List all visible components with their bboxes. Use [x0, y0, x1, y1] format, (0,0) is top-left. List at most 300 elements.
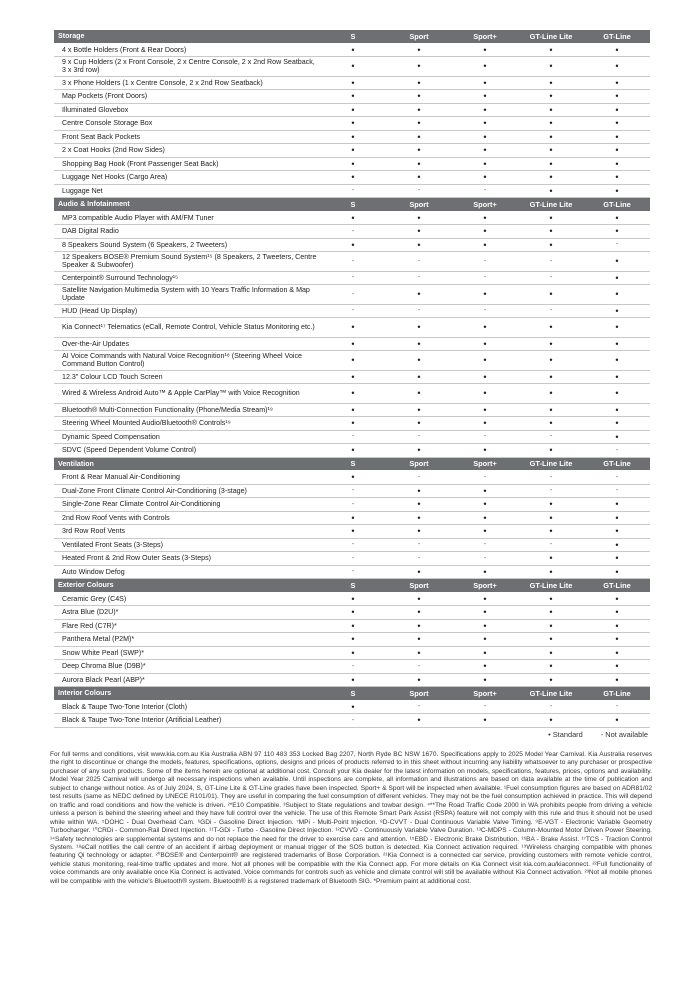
table-row: [54, 239, 650, 253]
standard-mark: •: [483, 355, 487, 366]
standard-mark: •: [417, 620, 421, 631]
not-available-mark: -: [483, 554, 487, 562]
column-header: Sport: [409, 31, 429, 41]
feature-label: Luggage Net: [62, 186, 103, 195]
not-available-mark: -: [351, 716, 355, 724]
standard-mark: •: [417, 322, 421, 333]
standard-mark: •: [549, 118, 553, 129]
standard-mark: •: [615, 647, 619, 658]
standard-mark: •: [615, 118, 619, 129]
standard-mark: •: [549, 661, 553, 672]
standard-mark: •: [549, 526, 553, 537]
table-row: [54, 633, 650, 647]
standard-mark: •: [417, 418, 421, 429]
table-row: [54, 158, 650, 172]
standard-mark: •: [483, 61, 487, 72]
not-available-mark: -: [483, 541, 487, 549]
standard-mark: •: [615, 212, 619, 223]
standard-mark: •: [351, 634, 355, 645]
feature-label: Map Pockets (Front Doors): [62, 92, 148, 101]
standard-mark: •: [417, 526, 421, 537]
not-available-mark: -: [549, 487, 553, 495]
feature-label: Bluetooth® Multi-Connection Functionality (Phone/Media Stream)¹⁹: [62, 405, 273, 414]
table-row: [54, 701, 650, 715]
standard-mark: •: [549, 185, 553, 196]
table-row: [54, 620, 650, 634]
not-available-mark: -: [483, 187, 487, 195]
column-header: S: [350, 31, 356, 41]
not-available-mark: -: [417, 541, 421, 549]
standard-mark: •: [417, 647, 421, 658]
standard-mark: •: [417, 634, 421, 645]
not-available-mark: -: [417, 433, 421, 441]
feature-label: Luggage Net Hooks (Cargo Area): [62, 173, 168, 182]
standard-mark: •: [615, 77, 619, 88]
standard-mark: •: [417, 404, 421, 415]
standard-mark: •: [351, 145, 355, 156]
standard-mark: •: [483, 172, 487, 183]
standard-mark: •: [351, 355, 355, 366]
standard-mark: •: [549, 322, 553, 333]
not-available-mark: -: [549, 257, 553, 265]
standard-mark: •: [549, 338, 553, 349]
not-available-mark: -: [417, 187, 421, 195]
standard-mark: •: [417, 445, 421, 456]
standard-mark: •: [615, 431, 619, 442]
not-available-mark: -: [483, 257, 487, 265]
standard-mark: •: [483, 674, 487, 685]
standard-mark: •: [351, 212, 355, 223]
standard-mark: •: [483, 404, 487, 415]
feature-label: Auto Window Defog: [62, 567, 125, 576]
standard-mark: •: [351, 172, 355, 183]
column-header: Sport: [409, 580, 429, 590]
not-available-mark: -: [417, 554, 421, 562]
column-header: S: [350, 459, 356, 469]
standard-mark: •: [417, 118, 421, 129]
not-available-mark: -: [615, 446, 619, 454]
standard-mark: •: [483, 593, 487, 604]
standard-mark: •: [351, 77, 355, 88]
feature-label: Over-the-Air Updates: [62, 339, 130, 348]
column-header: S: [350, 199, 356, 209]
section-title: Audio & Infotainment: [58, 200, 130, 209]
column-header: GT-Line: [603, 459, 631, 469]
standard-mark: •: [615, 61, 619, 72]
table-row: [54, 272, 650, 286]
standard-mark: •: [549, 131, 553, 142]
standard-mark: •: [351, 388, 355, 399]
standard-mark: •: [351, 701, 355, 712]
not-available-mark: -: [417, 662, 421, 670]
standard-mark: •: [615, 418, 619, 429]
standard-mark: •: [351, 104, 355, 115]
feature-label: Single-Zone Rear Climate Control Air-Conditioning: [62, 500, 221, 509]
table-row: [54, 225, 650, 239]
table-row: [54, 471, 650, 485]
column-header: Sport: [409, 459, 429, 469]
table-row: [54, 90, 650, 104]
standard-mark: •: [483, 338, 487, 349]
section-header: [54, 30, 650, 44]
not-available-mark: -: [549, 307, 553, 315]
feature-label: Wired & Wireless Android Auto™ & Apple CarPlay™ with Voice Recognition: [62, 389, 300, 398]
feature-label: Centre Console Storage Box: [62, 119, 153, 128]
not-available-mark: -: [549, 433, 553, 441]
feature-label: Shopping Bag Hook (Front Passenger Seat Back): [62, 159, 219, 168]
standard-mark: •: [483, 226, 487, 237]
not-available-mark: -: [351, 568, 355, 576]
feature-label: 12.3" Colour LCD Touch Screen: [62, 372, 163, 381]
not-available-mark: -: [483, 703, 487, 711]
standard-mark: •: [549, 499, 553, 510]
standard-mark: •: [615, 620, 619, 631]
standard-mark: •: [615, 715, 619, 726]
standard-mark: •: [549, 445, 553, 456]
column-header: GT-Line Lite: [529, 580, 573, 590]
standard-mark: •: [615, 338, 619, 349]
standard-mark: •: [417, 607, 421, 618]
standard-mark: •: [549, 104, 553, 115]
not-available-mark: -: [549, 274, 553, 282]
standard-mark: •: [483, 77, 487, 88]
column-header: GT-Line Lite: [529, 688, 573, 698]
standard-mark: •: [549, 566, 553, 577]
feature-label: Black & Taupe Two-Tone Interior (Artificial Leather): [62, 716, 222, 725]
standard-mark: •: [351, 239, 355, 250]
not-available-mark: -: [483, 473, 487, 481]
feature-label: Kia Connect¹⁷ Telematics (eCall, Remote Control, Vehicle Status Monitoring etc.): [62, 323, 315, 332]
standard-mark: •: [549, 674, 553, 685]
feature-label: Flare Red (C7R)*: [62, 621, 117, 630]
standard-mark: •: [615, 44, 619, 55]
standard-mark: •: [417, 212, 421, 223]
standard-mark: •: [351, 620, 355, 631]
feature-label: Ceramic Grey (C4S): [62, 594, 127, 603]
standard-mark: •: [615, 371, 619, 382]
standard-mark: •: [483, 131, 487, 142]
standard-mark: •: [549, 44, 553, 55]
table-row: [54, 417, 650, 431]
table-row: [54, 606, 650, 620]
standard-mark: •: [549, 289, 553, 300]
standard-mark: •: [483, 607, 487, 618]
standard-mark: •: [549, 593, 553, 604]
column-header: S: [350, 688, 356, 698]
not-available-mark: -: [615, 241, 619, 249]
standard-mark: •: [549, 172, 553, 183]
feature-label: Centerpoint® Surround Technology¹⁵: [62, 273, 179, 282]
table-row: [54, 351, 650, 371]
table-row: [54, 44, 650, 58]
feature-label: 3 x Phone Holders (1 x Centre Console, 2 x 2nd Row Seatback): [62, 78, 263, 87]
standard-mark: •: [351, 647, 355, 658]
table-row: [54, 212, 650, 226]
standard-mark: •: [417, 674, 421, 685]
feature-label: DAB Digital Radio: [62, 227, 119, 236]
standard-mark: •: [417, 388, 421, 399]
standard-mark: •: [483, 158, 487, 169]
standard-mark: •: [483, 445, 487, 456]
standard-mark: •: [351, 118, 355, 129]
standard-mark: •: [615, 404, 619, 415]
feature-label: Ventilated Front Seats (3-Steps): [62, 540, 163, 549]
column-header: Sport+: [473, 31, 497, 41]
section-title: Ventilation: [58, 459, 94, 468]
standard-mark: •: [483, 526, 487, 537]
feature-label: AI Voice Commands with Natural Voice Recognition¹⁸ (Steering Wheel Voice Command Button Control): [62, 352, 302, 369]
table-row: [54, 318, 650, 338]
column-header: Sport+: [473, 199, 497, 209]
not-available-mark: -: [483, 433, 487, 441]
standard-mark: •: [615, 355, 619, 366]
standard-mark: •: [483, 371, 487, 382]
feature-label: 2nd Row Roof Vents with Controls: [62, 513, 170, 522]
section-header: [54, 458, 650, 472]
standard-mark: •: [483, 620, 487, 631]
column-header: Sport+: [473, 688, 497, 698]
feature-label: SDVC (Speed Dependent Volume Control): [62, 446, 197, 455]
standard-mark: •: [417, 289, 421, 300]
column-header: GT-Line: [603, 31, 631, 41]
not-available-mark: -: [483, 274, 487, 282]
feature-label: Front Seat Back Pockets: [62, 132, 141, 141]
standard-mark: •: [615, 289, 619, 300]
standard-mark: •: [483, 418, 487, 429]
standard-mark: •: [483, 212, 487, 223]
column-header: GT-Line: [603, 580, 631, 590]
standard-mark: •: [483, 512, 487, 523]
feature-label: MP3 compatible Audio Player with AM/FM Tuner: [62, 213, 214, 222]
standard-mark: •: [615, 272, 619, 283]
standard-mark: •: [615, 172, 619, 183]
standard-mark: •: [549, 647, 553, 658]
standard-mark: •: [417, 371, 421, 382]
standard-mark: •: [549, 77, 553, 88]
not-available-mark: -: [351, 500, 355, 508]
standard-mark: •: [351, 593, 355, 604]
not-available-mark: -: [351, 290, 355, 298]
standard-mark: •: [549, 418, 553, 429]
standard-mark: •: [549, 715, 553, 726]
not-available-mark: -: [615, 487, 619, 495]
standard-mark: •: [483, 44, 487, 55]
table-row: [54, 252, 650, 272]
standard-mark: •: [615, 91, 619, 102]
not-available-mark: -: [351, 187, 355, 195]
standard-mark: •: [417, 355, 421, 366]
standard-mark: •: [483, 388, 487, 399]
table-row: [54, 525, 650, 539]
column-header: Sport+: [473, 459, 497, 469]
feature-label: Panthera Metal (P2M)*: [62, 635, 135, 644]
standard-mark: •: [549, 158, 553, 169]
footnotes: [50, 751, 652, 886]
not-available-mark: -: [351, 554, 355, 562]
not-available-mark: -: [351, 257, 355, 265]
standard-mark: •: [549, 91, 553, 102]
standard-mark: •: [615, 145, 619, 156]
standard-mark: •: [417, 91, 421, 102]
standard-mark: •: [549, 512, 553, 523]
standard-mark: •: [615, 566, 619, 577]
feature-label: Dynamic Speed Compensation: [62, 432, 160, 441]
not-available-mark: -: [351, 227, 355, 235]
standard-mark: •: [549, 61, 553, 72]
standard-mark: •: [483, 499, 487, 510]
standard-mark: •: [417, 145, 421, 156]
not-available-mark: -: [351, 433, 355, 441]
table-row: [54, 185, 650, 199]
not-available-mark: -: [615, 703, 619, 711]
standard-mark: •: [615, 634, 619, 645]
standard-mark: •: [615, 553, 619, 564]
standard-mark: •: [483, 634, 487, 645]
standard-mark: •: [483, 118, 487, 129]
standard-mark: •: [615, 305, 619, 316]
standard-mark: •: [549, 355, 553, 366]
table-row: [54, 305, 650, 319]
table-row: [54, 285, 650, 305]
table-row: [54, 77, 650, 91]
standard-mark: •: [483, 322, 487, 333]
standard-mark: •: [351, 526, 355, 537]
standard-mark: •: [615, 388, 619, 399]
standard-mark: •: [615, 226, 619, 237]
standard-mark: •: [417, 485, 421, 496]
standard-mark: •: [615, 104, 619, 115]
standard-mark: •: [417, 593, 421, 604]
standard-mark: •: [549, 226, 553, 237]
legend-not-available: - Not available: [600, 730, 648, 739]
feature-label: Satellite Navigation Multimedia System with 10 Years Traffic Information & Map Update: [62, 286, 310, 303]
standard-mark: •: [351, 158, 355, 169]
standard-mark: •: [417, 566, 421, 577]
not-available-mark: -: [351, 662, 355, 670]
standard-mark: •: [417, 172, 421, 183]
column-header: Sport+: [473, 580, 497, 590]
column-header: Sport: [409, 688, 429, 698]
standard-mark: •: [549, 388, 553, 399]
table-row: [54, 444, 650, 458]
feature-label: Aurora Black Pearl (ABP)*: [62, 675, 145, 684]
standard-mark: •: [615, 322, 619, 333]
standard-mark: •: [417, 104, 421, 115]
standard-mark: •: [351, 91, 355, 102]
table-row: [54, 171, 650, 185]
table-row: [54, 431, 650, 445]
table-row: [54, 144, 650, 158]
standard-mark: •: [549, 145, 553, 156]
feature-label: Black & Taupe Two-Tone Interior (Cloth): [62, 702, 188, 711]
column-header: Sport: [409, 199, 429, 209]
not-available-mark: -: [615, 473, 619, 481]
section-title: Storage: [58, 32, 85, 41]
table-row: [54, 104, 650, 118]
feature-label: 4 x Bottle Holders (Front & Rear Doors): [62, 45, 187, 54]
standard-mark: •: [615, 499, 619, 510]
standard-mark: •: [417, 512, 421, 523]
standard-mark: •: [615, 158, 619, 169]
standard-mark: •: [417, 715, 421, 726]
legend: [548, 730, 648, 739]
table-row: [54, 131, 650, 145]
standard-mark: •: [483, 91, 487, 102]
standard-mark: •: [351, 472, 355, 483]
standard-mark: •: [417, 239, 421, 250]
feature-label: 12 Speakers BOSE® Premium Sound System¹⁵ (8 Speakers, 2 Tweeters, Centre Speaker & Subwoofer): [62, 253, 317, 270]
standard-mark: •: [483, 239, 487, 250]
standard-mark: •: [351, 338, 355, 349]
not-available-mark: -: [549, 703, 553, 711]
standard-mark: •: [417, 226, 421, 237]
standard-mark: •: [483, 566, 487, 577]
section-header: [54, 687, 650, 701]
feature-label: Deep Chroma Blue (D9B)*: [62, 662, 146, 671]
standard-mark: •: [549, 212, 553, 223]
not-available-mark: -: [351, 487, 355, 495]
section-title: Exterior Colours: [58, 581, 114, 590]
standard-mark: •: [351, 512, 355, 523]
not-available-mark: -: [417, 307, 421, 315]
column-header: GT-Line Lite: [529, 459, 573, 469]
feature-label: 2 x Coat Hooks (2nd Row Sides): [62, 146, 165, 155]
section-header: [54, 198, 650, 212]
standard-mark: •: [417, 131, 421, 142]
table-row: [54, 552, 650, 566]
table-row: [54, 404, 650, 418]
standard-mark: •: [351, 607, 355, 618]
feature-label: 8 Speakers Sound System (6 Speakers, 2 Tweeters): [62, 240, 228, 249]
standard-mark: •: [615, 539, 619, 550]
feature-label: Illuminated Glovebox: [62, 105, 129, 114]
footnotes-text: For full terms and conditions, visit www.kia.com.au Kia Australia ABN 97 110 483 353 Locked Bag 2207, North Ryde BC NSW 1670. Specifications apply to 2025 Model Year Carnival. Kia Australia reserves the right to discontinue or change the models, features, specifications, options, designs and prices of products referred to in this sheet without incurring any liability whatsoever to any purchaser or prospective purchaser of any such products. Some of the items herein are optional at additional cost. Consult your Kia dealer for the latest information on models, specifications, features, prices, options and availability. Model Year 2025 Carnival will undergo all necessary inspections when available. Until inspections are complete, all information and illustrations are based on data available at the time of publication and subject to change without notice. As of July 2024, S, GT-Line Lite & GT-Line grades have been inspected. Sport+ & Sport will be inspected when available. ¹Fuel consumption figures are based on ADR81/02 test results (same as NEDC defined by UNECE R101/01). They are useful in comparing the fuel consumption of different vehicles. They may not be the fuel consumption achieved in practice. This will depend on traffic and road conditions and how the vehicle is driven. ²*E10 Compatible. ³Subject to State regulations and towbar design. ⁴**The Road Traffic Code 2000 in WA prohibits people from driving a vehicle unless a person is behind the steering wheel and they have full control over the vehicle. The use of this Remote Smart Park Assist (RSPA) feature will not comply with this rule and thus it should not be used while within WA. ⁵DOHC - Dual Overhead Cam. ⁶GDi - Gasoline Direct Injection. ⁷MPi - Multi-Point Injection. ⁸D-CVVT - Dual Continuous Variable Valve Timing. ⁹E-VGT - Electronic Variable Geometry Turbocharger. ¹⁰CRDi - Common-Rail Direct Injection. ¹¹T-GDi - Turbo - Gasoline Direct Injection. ¹²CVVD - Continuously Variable Valve Duration. ¹³C-MDPS - Column-Mounted Motor Driven Power Steering. ¹⁴Safety technologies are supplemental systems and do not replace the need for the driver to exercise care and attention. ¹⁵EBD - Electronic Brake Distribution. ¹⁶BA - Brake Assist. ¹⁷TCS - Traction Control System. ¹⁸eCall notifies the call centre of an accident if airbag deployment or manual trigger of the SOS button is detected. Kia Connect activation required. ¹⁹Wireless charging compatible with phones featuring Qi technology or adapter. ²⁰BOSE® and Centerpoint® are registered trademarks of Bose Corporation. ²¹Kia Connect is a connected car service, providing customers with remote vehicle control, vehicle status monitoring, real-time traffic updates and more. Not all phones will be compatible with the Kia Connect app. For more details on Kia Connect visit kia.com.au/kiaconnect. ²²Full functionality of voice commands are only available once Kia Connect is activated. Voice commands for controls such as vehicle and climate control will still be available without Kia Connect activation. ²³Not all mobile phones will be compatible with the vehicle's Bluetooth® system. Bluetooth® is a registered trademark of Bluetooth SIG. *Premium paint at additional cost.: [50, 751, 652, 885]
table-row: [54, 384, 650, 404]
not-available-mark: -: [351, 541, 355, 549]
standard-mark: •: [549, 404, 553, 415]
column-header: GT-Line: [603, 688, 631, 698]
standard-mark: •: [615, 185, 619, 196]
table-row: [54, 660, 650, 674]
not-available-mark: -: [417, 274, 421, 282]
not-available-mark: -: [549, 473, 553, 481]
standard-mark: •: [417, 61, 421, 72]
standard-mark: •: [351, 371, 355, 382]
standard-mark: •: [483, 647, 487, 658]
feature-label: HUD (Head Up Display): [62, 306, 138, 315]
feature-label: Dual-Zone Front Climate Control Air-Conditioning (3-stage): [62, 486, 247, 495]
standard-mark: •: [483, 145, 487, 156]
table-row: [54, 57, 650, 77]
legend-standard: • Standard: [548, 730, 583, 739]
standard-mark: •: [483, 289, 487, 300]
standard-mark: •: [351, 322, 355, 333]
standard-mark: •: [549, 371, 553, 382]
section-header: [54, 579, 650, 593]
standard-mark: •: [615, 674, 619, 685]
not-available-mark: -: [417, 257, 421, 265]
standard-mark: •: [351, 418, 355, 429]
standard-mark: •: [549, 634, 553, 645]
standard-mark: •: [417, 499, 421, 510]
table-row: [54, 593, 650, 607]
column-header: S: [350, 580, 356, 590]
standard-mark: •: [615, 131, 619, 142]
not-available-mark: -: [483, 307, 487, 315]
table-row: [54, 512, 650, 526]
not-available-mark: -: [417, 703, 421, 711]
standard-mark: •: [615, 607, 619, 618]
